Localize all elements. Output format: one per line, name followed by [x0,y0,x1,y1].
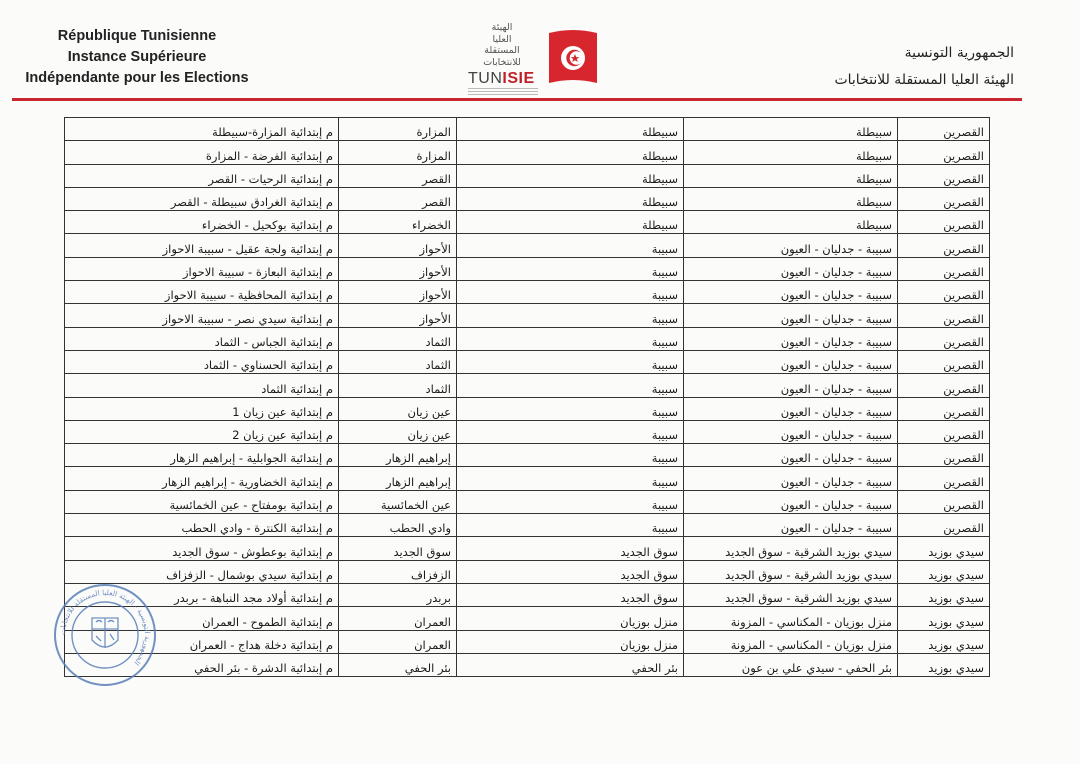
cell-sector: القصر [339,187,457,210]
cell-sector: الأحواز [339,234,457,257]
table-row [65,560,990,583]
cell-sector: الثماد [339,374,457,397]
cell-polling-center: م إبتدائية عين زيان 2 [65,420,339,443]
logo-arabic-line-4: للانتخابات [483,56,521,68]
cell-district: سبيبة - جدليان - العيون [684,374,898,397]
polling-stations-table [64,117,990,677]
logo-wordmark [468,70,535,88]
cell-governorate: سيدي بوزيد [898,583,990,606]
cell-governorate: القصرين [898,234,990,257]
cell-district: منزل بوزيان - المكناسي - المزونة [684,630,898,653]
cell-district: سبيطلة [684,118,898,141]
cell-district: سيدي بوزيد الشرقية - سوق الجديد [684,560,898,583]
cell-delegation: سوق الجديد [457,537,684,560]
cell-sector: العمران [339,630,457,653]
cell-district: سبيبة - جدليان - العيون [684,420,898,443]
cell-district: سبيبة - جدليان - العيون [684,444,898,467]
cell-district: سبيبة - جدليان - العيون [684,490,898,513]
cell-governorate: القصرين [898,257,990,280]
logo-arabic-name [466,22,538,68]
cell-district: منزل بوزيان - المكناسي - المزونة [684,607,898,630]
table-row [65,350,990,373]
cell-delegation: بئر الحفي [457,653,684,676]
cell-sector: الثماد [339,327,457,350]
cell-sector: الثماد [339,350,457,373]
cell-district: سبيبة - جدليان - العيون [684,397,898,420]
tunisia-flag-icon [545,27,601,89]
cell-sector: عين زيان [339,397,457,420]
cell-sector: الزفزاف [339,560,457,583]
cell-governorate: القصرين [898,327,990,350]
cell-governorate: القصرين [898,164,990,187]
cell-sector: سوق الجديد [339,537,457,560]
cell-delegation: سوق الجديد [457,560,684,583]
table-row [65,583,990,606]
cell-polling-center: م إبتدائية الفرضة - المزارة [65,141,339,164]
cell-polling-center: م إبتدائية سيدي بوشمال - الزفزاف [65,560,339,583]
cell-district: سبيبة - جدليان - العيون [684,467,898,490]
header-divider [12,98,1022,101]
cell-governorate: القصرين [898,397,990,420]
cell-district: سبيبة - جدليان - العيون [684,514,898,537]
cell-polling-center: م إبتدائية عين زيان 1 [65,397,339,420]
cell-governorate: سيدي بوزيد [898,653,990,676]
cell-delegation: سبيبة [457,234,684,257]
cell-polling-center: م إبتدائية المزارة-سبيطلة [65,118,339,141]
cell-delegation: سبيبة [457,490,684,513]
cell-sector: إبراهيم الزهار [339,467,457,490]
table-row [65,141,990,164]
cell-sector: الأحواز [339,257,457,280]
cell-district: سيدي بوزيد الشرقية - سوق الجديد [684,583,898,606]
table-row [65,327,990,350]
cell-governorate: القصرين [898,467,990,490]
cell-delegation: سبيبة [457,327,684,350]
cell-sector: عين الخمائسية [339,490,457,513]
cell-governorate: القصرين [898,514,990,537]
cell-polling-center: م إبتدائية الجوابلية - إبراهيم الزهار [65,444,339,467]
cell-sector: عين زيان [339,420,457,443]
table-row [65,444,990,467]
table-row [65,211,990,234]
cell-sector: الخضراء [339,211,457,234]
header-french-line-3: Indépendante pour les Elections [25,70,249,86]
cell-delegation: منزل بوزيان [457,607,684,630]
cell-polling-center: م إبتدائية الخضاورية - إبراهيم الزهار [65,467,339,490]
table-row [65,281,990,304]
cell-polling-center: م إبتدائية البعازة - سبيبة الاحواز [65,257,339,280]
cell-sector: بربدر [339,583,457,606]
table-row [65,257,990,280]
cell-delegation: سبيطلة [457,211,684,234]
table-row [65,420,990,443]
cell-district: سبيبة - جدليان - العيون [684,281,898,304]
header-arabic-line-1: الجمهورية التونسية [904,45,1014,61]
cell-district: سبيطلة [684,141,898,164]
cell-governorate: سيدي بوزيد [898,537,990,560]
cell-polling-center: م إبتدائية المحافظية - سبيبة الاحواز [65,281,339,304]
table-row [65,653,990,676]
cell-governorate: القصرين [898,490,990,513]
header-french-line-1: République Tunisienne [57,28,217,44]
logo-wordmark-prefix: TUN [468,70,503,87]
cell-governorate: القصرين [898,211,990,234]
cell-delegation: سبيطلة [457,187,684,210]
cell-district: سبيبة - جدليان - العيون [684,350,898,373]
cell-polling-center: م إبتدائية الكنترة - وادي الحطب [65,514,339,537]
cell-district: سبيبة - جدليان - العيون [684,257,898,280]
cell-polling-center: م إبتدائية دخلة هداج - العمران [65,630,339,653]
cell-sector: الأحواز [339,281,457,304]
cell-polling-center: م إبتدائية الحسناوي - الثماد [65,350,339,373]
cell-polling-center: م إبتدائية بوعطوش - سوق الجديد [65,537,339,560]
cell-polling-center: م إبتدائية بوكحيل - الخضراء [65,211,339,234]
cell-governorate: القصرين [898,350,990,373]
cell-district: سيدي بوزيد الشرقية - سوق الجديد [684,537,898,560]
cell-district: سبيبة - جدليان - العيون [684,304,898,327]
cell-governorate: القصرين [898,444,990,467]
table-row [65,164,990,187]
header-french-block [22,26,252,89]
cell-sector: القصر [339,164,457,187]
logo-arabic-line-2: العليا [492,33,512,45]
cell-sector: المزارة [339,141,457,164]
official-stamp-icon [52,582,158,688]
cell-polling-center: م إبتدائية الثماد [65,374,339,397]
cell-district: بئر الحفي - سيدي علي بن عون [684,653,898,676]
table-row [65,537,990,560]
stamp-ring-text: الجمهورية التونسية - الهيئة العليا المستقلة للانتخابات [57,587,153,668]
cell-delegation: سبيطلة [457,164,684,187]
cell-delegation: سبيطلة [457,118,684,141]
table-row [65,514,990,537]
cell-governorate: القصرين [898,420,990,443]
cell-delegation: سبيبة [457,281,684,304]
cell-polling-center: م إبتدائية ولجة عقيل - سبيبة الاحواز [65,234,339,257]
header-french-line-2: Instance Supérieure [67,49,207,65]
cell-governorate: القصرين [898,374,990,397]
cell-governorate: القصرين [898,304,990,327]
cell-delegation: سبيطلة [457,141,684,164]
cell-polling-center: م إبتدائية أولاد مجد النباهة - بربدر [65,583,339,606]
table-row [65,234,990,257]
cell-sector: إبراهيم الزهار [339,444,457,467]
table-row [65,630,990,653]
cell-governorate: القصرين [898,118,990,141]
header-arabic-block [754,40,1014,94]
table-row [65,304,990,327]
logo-subtitle-lines [468,88,538,96]
cell-governorate: سيدي بوزيد [898,630,990,653]
cell-sector: الأحواز [339,304,457,327]
cell-delegation: سبيبة [457,304,684,327]
table-row [65,118,990,141]
table-row [65,397,990,420]
cell-governorate: القصرين [898,281,990,304]
table-row [65,187,990,210]
header-arabic-line-2: الهيئة العليا المستقلة للانتخابات [834,72,1014,88]
cell-polling-center: م إبتدائية الدشرة - بئر الحفي [65,653,339,676]
cell-delegation: سبيبة [457,374,684,397]
cell-governorate: القصرين [898,187,990,210]
logo-wordmark-highlight: ISIE [502,70,535,87]
cell-delegation: سبيبة [457,514,684,537]
cell-polling-center: م إبتدائية الجباس - الثماد [65,327,339,350]
cell-polling-center: م إبتدائية الرحيات - القصر [65,164,339,187]
table-row [65,467,990,490]
cell-polling-center: م إبتدائية سيدي نصر - سبيبة الاحواز [65,304,339,327]
table-row [65,607,990,630]
cell-delegation: سبيبة [457,397,684,420]
cell-governorate: سيدي بوزيد [898,560,990,583]
cell-delegation: سبيبة [457,444,684,467]
cell-district: سبيبة - جدليان - العيون [684,327,898,350]
cell-governorate: القصرين [898,141,990,164]
cell-delegation: سبيبة [457,257,684,280]
cell-sector: وادي الحطب [339,514,457,537]
cell-delegation: سبيبة [457,467,684,490]
cell-district: سبيبة - جدليان - العيون [684,234,898,257]
cell-delegation: منزل بوزيان [457,630,684,653]
cell-polling-center: م إبتدائية بومفتاح - عين الخمائسية [65,490,339,513]
cell-district: سبيطلة [684,164,898,187]
cell-delegation: سوق الجديد [457,583,684,606]
table-body [65,118,990,677]
cell-governorate: سيدي بوزيد [898,607,990,630]
cell-sector: بئر الحفي [339,653,457,676]
cell-polling-center: م إبتدائية الغرادق سبيطلة - القصر [65,187,339,210]
cell-delegation: سبيبة [457,350,684,373]
cell-sector: العمران [339,607,457,630]
logo-arabic-line-3: المستقلة [484,45,520,56]
table-row [65,490,990,513]
cell-district: سبيطلة [684,211,898,234]
logo-arabic-line-1: الهيئة [491,22,513,33]
cell-polling-center: م إبتدائية الطموح - العمران [65,607,339,630]
table-row [65,374,990,397]
cell-district: سبيطلة [684,187,898,210]
cell-sector: المزارة [339,118,457,141]
cell-delegation: سبيبة [457,420,684,443]
